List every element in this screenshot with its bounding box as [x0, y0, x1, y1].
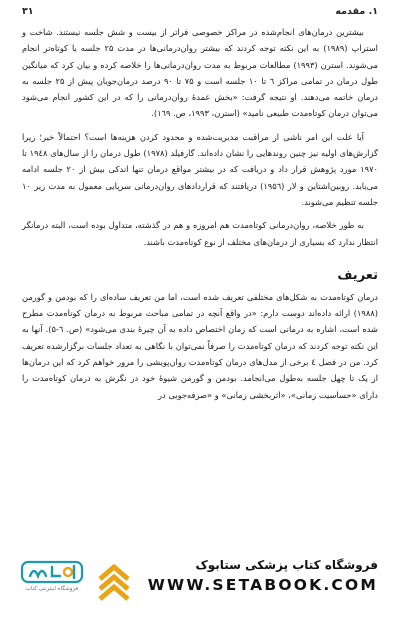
page-number: ۳۱	[22, 6, 34, 17]
setabook-logo-icon	[20, 558, 84, 584]
section-heading: تعریف	[337, 267, 378, 283]
store-footer-banner	[0, 542, 400, 620]
paragraph-3: به طور خلاصه، روان‌درمانی کوتاه‌مدت هم امروزه و هم در گذشته، متداول بوده است، البته درمانگر انتظار ندارد که بسیاری از درمان‌های مختلف از نوع کوتاه‌مدت باشند.	[22, 220, 378, 247]
setabook-logo[interactable]	[20, 558, 84, 608]
logo-caption: فروشگاه اینترنتی کتاب	[25, 586, 79, 592]
chapter-title: ۱. مقدمه	[335, 6, 378, 17]
page-body	[22, 24, 378, 403]
store-name: فروشگاه کتاب پزشکی ستابوک	[195, 558, 378, 572]
chevron-up-icon	[96, 561, 132, 601]
store-url-link[interactable]: WWW.SETABOOK.COM	[147, 576, 378, 594]
paragraph-1: بیشترین درمان‌های انجام‌شده در مراکز خصوصی فراتر از بیست و شش جلسه نیستند. شاخت و استراپ (۱۹۸۹) به این نکته توجه کردند که بیشتر روان‌درمانی‌ها در مدت ۲۵ جلسه یا کوتاه‌تر انجام می‌شوند. استرن (۱۹۹۳) مطالعات مربوط به مدت روان‌درمانی‌ها را خلاصه کرده و بیان کرد که میانگین طول درمان در تمامی مراکز ٦ تا ۱۰ جلسه است و ۷۵ تا ۹۰ درصد درمان‌جویان پیش از ۲۵ جلسه به درمان خاتمه می‌دهند. او نتیجه گرفت: «بخش عمدهٔ روان‌درمانی را که در این کشور انجام می‌شود می‌توان درمان کوتاه‌مدت طبیعی نامید» (استرن، ۱۹۹۳، ص. ۱٦۹).	[22, 27, 378, 119]
section-paragraph: درمان کوتاه‌مدت به شکل‌های مختلفی تعریف شده است، اما من تعریف ساده‌ای را که بودمن و گورمن (۱۹۸۸) ارائه داده‌اند دوست دارم: «در واقع آنچه در تمامی مباحث مربوط به درمان کوتاه‌مدت مطرح شده است، اشاره به درمانی است که زمان اختصاص داده به آن چیرهٔ بندی می‌شود» (ص. ٦-۵). آنها به این نکته توجه کردند که درمان کوتاه‌مدت را صرفاً نمی‌توان با نگاهی به تعداد جلسات برگزارشده تعریف کرد. من در فصل ٤ برخی از مدل‌های درمان کوتاه‌مدت روان‌پویشی را مرور خواهم کرد که این درمان‌ها از یک تا چهل جلسه به‌طول می‌انجامد. بودمن و گورمن شیوهٔ خود در نگرش به درمان کوتاه‌مدت را دارای «حساسیت زمانی»، «اثربخشی زمانی» و «صرفه‌جویی در	[22, 291, 378, 400]
running-header	[22, 6, 378, 20]
store-info	[148, 558, 378, 594]
paragraph-2: آیا علت این امر ناشی از مراقبت مدیریت‌شده و محدود کردن هزینه‌ها است؟ احتمالاً خیر؛ زیرا گزارش‌های اولیه نیز چنین روندهایی را نشان داده‌اند. گارفیلد (۱۹۷۸) طول درمان را از سال‌های ۱۹٤۸ تا ۱۹۷۰ مورد پژوهش قرار داد و دریافت که در بیشتر مواقع درمان تنها اندکی بیش از ۲۰ جلسه ادامه می‌یابد. روبین‌اشتاین و لار (۱۹۵٦) دریافتند که قراردادهای روان‌درمانی سرپایی معمول به مدت زیر ۱۰ جلسه تنظیم می‌شوند.	[22, 131, 379, 207]
